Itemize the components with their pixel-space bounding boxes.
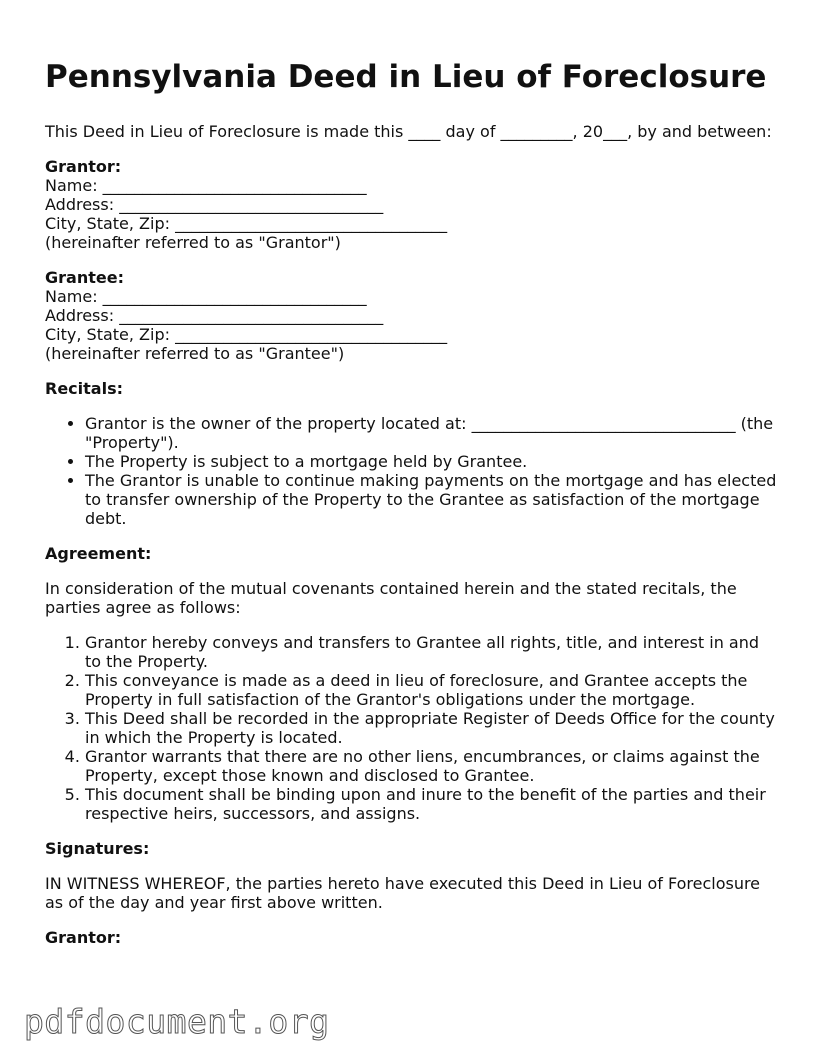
signature-grantor-heading: Grantor: bbox=[45, 928, 122, 947]
agreement-item: 1. Grantor hereby conveys and transfers to Grantee all rights, title, and interest in and to the Property. bbox=[85, 633, 780, 671]
agreement-item: 4. Grantor warrants that there are no other liens, encumbrances, or claims against the Property, except those known and disclosed to Grantee. bbox=[85, 747, 780, 785]
watermark-text: pdfdocument.org bbox=[24, 1002, 330, 1041]
grantor-heading: Grantor: bbox=[45, 157, 122, 176]
grantor-city-field: City, State, Zip: __________________________________ bbox=[45, 214, 448, 233]
grantee-heading: Grantee: bbox=[45, 268, 124, 287]
intro-paragraph: This Deed in Lieu of Foreclosure is made this ____ day of _________, 20___, by and between: bbox=[45, 122, 772, 141]
grantee-block bbox=[45, 268, 780, 363]
agreement-heading: Agreement: bbox=[45, 544, 152, 563]
grantor-address-field: Address: _________________________________ bbox=[45, 195, 384, 214]
recitals-heading: Recitals: bbox=[45, 379, 123, 398]
grantee-address-field: Address: _________________________________ bbox=[45, 306, 384, 325]
agreement-item: 5. This document shall be binding upon and inure to the benefit of the parties and their respective heirs, successors, and assigns. bbox=[85, 785, 780, 823]
agreement-item: 2. This conveyance is made as a deed in lieu of foreclosure, and Grantee accepts the Property in full satisfaction of the Grantor's obligations under the mortgage. bbox=[85, 671, 780, 709]
recital-item: • The Property is subject to a mortgage held by Grantee. bbox=[85, 452, 780, 471]
recital-item: • The Grantor is unable to continue making payments on the mortgage and has elected to transfer ownership of the Property to the Grantee as satisfaction of the mortgage debt. bbox=[85, 471, 780, 528]
agreement-item: 3. This Deed shall be recorded in the appropriate Register of Deeds Office for the county in which the Property is located. bbox=[85, 709, 780, 747]
grantee-name-field: Name: _________________________________ bbox=[45, 287, 367, 306]
grantor-referred-text: (hereinafter referred to as "Grantor") bbox=[45, 233, 341, 252]
recital-item: • Grantor is the owner of the property located at: _________________________________ (the "Property"). bbox=[85, 414, 780, 452]
grantor-name-field: Name: _________________________________ bbox=[45, 176, 367, 195]
recitals-list bbox=[45, 414, 780, 528]
grantee-city-field: City, State, Zip: __________________________________ bbox=[45, 325, 448, 344]
document-page bbox=[45, 58, 780, 947]
agreement-list bbox=[45, 633, 780, 823]
signatures-heading: Signatures: bbox=[45, 839, 150, 858]
signatures-paragraph: IN WITNESS WHEREOF, the parties hereto have executed this Deed in Lieu of Foreclosure as of the day and year first above written. bbox=[45, 874, 761, 912]
grantee-referred-text: (hereinafter referred to as "Grantee") bbox=[45, 344, 345, 363]
grantor-block bbox=[45, 157, 780, 252]
agreement-intro: In consideration of the mutual covenants contained herein and the stated recitals, the parties agree as follows: bbox=[45, 579, 737, 617]
document-title: Pennsylvania Deed in Lieu of Foreclosure bbox=[45, 59, 767, 95]
